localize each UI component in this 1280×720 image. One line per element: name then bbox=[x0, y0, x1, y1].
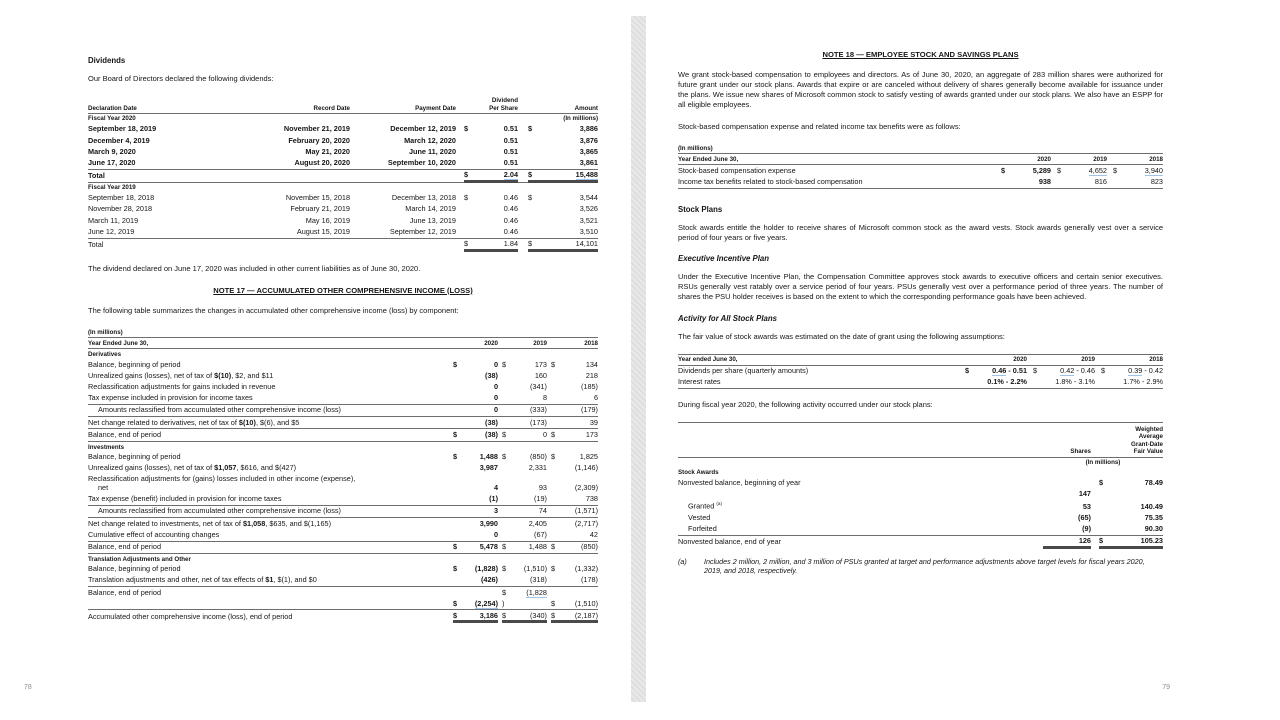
cell: $ 0.42 - 0.46 bbox=[1033, 366, 1095, 376]
cell: (1) bbox=[489, 494, 498, 504]
table-row: Cumulative effect of accounting changes 0 (67) 42 bbox=[88, 529, 598, 541]
table-row: Reclassification adjustments for (gains) losses included in other income (expense), net 4 93 (2,309) bbox=[88, 474, 598, 492]
cell: 93 bbox=[538, 483, 547, 492]
cell: (179) bbox=[580, 405, 598, 415]
table-row: Vested (65) 75.35 bbox=[688, 512, 1163, 522]
table-row: Amounts reclassified from accumulated other comprehensive income (loss) 0 (333) (179) bbox=[88, 405, 598, 417]
table-section-label: Stock Awards bbox=[678, 469, 719, 477]
cell: $ 1,488 bbox=[453, 452, 498, 462]
table-row: Stock-based compensation expense $ 5,289 $ 4,652 $ 3,940 bbox=[678, 165, 1163, 175]
cell: $ 0.46 - 0.51 bbox=[965, 366, 1027, 376]
cell: $ 1,488 bbox=[502, 541, 547, 551]
table-row: June 17, 2020 August 20, 2020 September 10, 2020 0.51 3,861 bbox=[88, 157, 598, 167]
stock-compensation-table bbox=[678, 143, 1163, 188]
note17-intro: The following table summarizes the changes in accumulated other comprehensive income (loss) by component: bbox=[88, 305, 459, 315]
page-78 bbox=[0, 0, 631, 720]
cell: $ (2,254) bbox=[453, 598, 498, 608]
year-header: 2019 bbox=[533, 339, 547, 347]
table-section-label: Investments bbox=[88, 443, 125, 451]
cell: $ 134 bbox=[551, 359, 598, 369]
footnote-a-text: Includes 2 million, 2 million, and 3 million of PSUs granted at target and performance adjustments above target levels for fiscal years 2020, 2019, and 2018, respectively. bbox=[704, 556, 1145, 576]
cell: 0.51 bbox=[503, 146, 518, 156]
table-row: Nonvested balance, beginning of year $ 78.49 bbox=[678, 477, 1163, 487]
year-header: 2020 bbox=[1013, 356, 1027, 364]
cell: 0.51 bbox=[503, 135, 518, 145]
cell: 3,521 bbox=[579, 215, 598, 225]
cell: $ 0.51 bbox=[464, 124, 518, 134]
table-header-row: Year ended June 30, 2020 2019 2018 bbox=[678, 355, 1163, 366]
note18-paragraph-1: We grant stock-based compensation to employees and directors. As of June 30, 2020, an aggregate of 283 million shares were authorized for future grant under our stock plans. Awards that expire or are canceled without delivery of shares generally become available for issuance under the plans. We issue new shares of Microsoft common stock to satisfy vesting of awards granted under our stock plans. We also have an ESPP for all eligible employees. bbox=[678, 70, 1163, 109]
cell: 1.8% - 3.1% bbox=[1055, 377, 1095, 387]
table-header-row: Declaration Date Record Date Payment Date Dividend Per Share Amount bbox=[88, 96, 598, 114]
cell: (318) bbox=[529, 575, 547, 585]
cell: $ 3,940 bbox=[1113, 165, 1163, 175]
cell: $ 0 bbox=[502, 429, 547, 439]
table-row: Nonvested balance, end of year 126 $ 105.23 bbox=[678, 536, 1163, 547]
cell: (38) bbox=[485, 417, 498, 427]
cell: (341) bbox=[529, 382, 547, 392]
cell: 3 bbox=[493, 506, 498, 516]
year-header: 2018 bbox=[1149, 155, 1163, 163]
year-header: 2018 bbox=[584, 339, 598, 347]
cell: $ (1,510) bbox=[551, 598, 598, 608]
activity-heading: Activity for All Stock Plans bbox=[678, 314, 777, 324]
cell: 3,526 bbox=[579, 204, 598, 214]
cell: $ 2.04 bbox=[464, 170, 518, 180]
cell: 816 bbox=[1094, 176, 1107, 186]
cell: $ 1.84 bbox=[464, 238, 518, 248]
table-row: 147 bbox=[1078, 489, 1091, 499]
table-section-label: Derivatives bbox=[88, 351, 122, 359]
table-row: Balance, end of period $ (38) $ 0 $ 173 bbox=[88, 429, 598, 441]
total-row: Total $ 1.84 $ 14,101 bbox=[88, 238, 598, 249]
cell: (38) bbox=[485, 370, 498, 380]
table-row: Balance, end of period $ (1,828 bbox=[88, 587, 547, 597]
table-row: Unrealized gains (losses), net of tax of $1,057, $616, and $(427) 3,987 2,331 (1,146) bbox=[88, 463, 598, 473]
cell: 160 bbox=[534, 370, 547, 380]
dividend-liability-note: The dividend declared on June 17, 2020 was included in other current liabilities as of June 30, 2020. bbox=[88, 263, 421, 273]
cell: 3,987 bbox=[479, 463, 498, 473]
year-header: 2019 bbox=[1093, 155, 1107, 163]
cell: $ (38) bbox=[453, 429, 498, 439]
table-row: Interest rates 0.1% - 2.2% 1.8% - 3.1% 1.7% - 2.9% bbox=[678, 377, 1163, 389]
cell: 39 bbox=[589, 417, 598, 427]
cell: (19) bbox=[534, 494, 547, 504]
cell: 0 bbox=[493, 382, 498, 392]
page-number-right: 79 bbox=[1162, 684, 1170, 691]
cell: 3,990 bbox=[479, 518, 498, 528]
cell: (1,571) bbox=[574, 506, 598, 516]
note18-paragraph-2: Stock-based compensation expense and related income tax benefits were as follows: bbox=[678, 121, 961, 131]
cell: (2,309) bbox=[574, 483, 598, 492]
cell: 6 bbox=[593, 393, 598, 403]
table-row: Balance, end of period $ 5,478 $ 1,488 $ (850) bbox=[88, 542, 598, 554]
table-row: Accumulated other comprehensive income (loss), end of period $ 3,186 $ (340) $ (2,187) bbox=[88, 610, 598, 621]
note17-heading: NOTE 17 — ACCUMULATED OTHER COMPREHENSIVE INCOME (LOSS) bbox=[213, 285, 473, 295]
footnote-a bbox=[678, 557, 1163, 576]
activity-during-paragraph: During fiscal year 2020, the following activity occurred under our stock plans: bbox=[678, 400, 933, 410]
cell: 42 bbox=[589, 529, 598, 539]
cell: $ 15,488 bbox=[528, 170, 598, 180]
cell: $ (850) bbox=[502, 452, 547, 462]
stock-plans-heading: Stock Plans bbox=[678, 204, 723, 214]
cell: 2,331 bbox=[528, 463, 547, 473]
cell: 2,405 bbox=[528, 518, 547, 528]
cell: 140.49 bbox=[1140, 501, 1163, 511]
cell: 75.35 bbox=[1144, 512, 1163, 522]
cell: $ (2,187) bbox=[551, 610, 598, 620]
cell: 218 bbox=[585, 370, 598, 380]
cell: 74 bbox=[538, 506, 547, 516]
fiscal-year-row: Fiscal Year 2020 (In millions) bbox=[88, 115, 598, 123]
cell: $ 4,652 bbox=[1057, 165, 1107, 175]
table-row: Tax expense included in provision for income taxes 0 8 6 bbox=[88, 393, 598, 405]
cell: $ (1,332) bbox=[551, 564, 598, 574]
cell: 8 bbox=[542, 393, 547, 403]
stock-plans-paragraph: Stock awards entitle the holder to receive shares of Microsoft common stock as the award vests. Stock awards generally vest over a service period of four years or five years. bbox=[678, 222, 1163, 242]
cell: 0.46 bbox=[503, 204, 518, 214]
table-section-label: Translation Adjustments and Other bbox=[88, 555, 191, 563]
cell: (178) bbox=[580, 575, 598, 585]
table-row: November 28, 2018 February 21, 2019 March 14, 2019 0.46 3,526 bbox=[88, 204, 598, 214]
cell: (173) bbox=[529, 417, 547, 427]
cell: $ 3,886 bbox=[528, 124, 598, 134]
cell: $ 105.23 bbox=[1099, 536, 1163, 546]
cell: 0.46 bbox=[503, 226, 518, 236]
table-row: Balance, beginning of period $ 1,488 $ (850) $ 1,825 bbox=[88, 452, 598, 462]
table-row: December 4, 2019 February 20, 2020 March 12, 2020 0.51 3,876 bbox=[88, 135, 598, 145]
dividends-table bbox=[88, 96, 598, 251]
cell: 0 bbox=[493, 393, 498, 403]
cell: (333) bbox=[529, 405, 547, 415]
note17-table bbox=[88, 328, 598, 623]
table-row: Net change related to investments, net of tax of $1,058, $635, and $(1,165) 3,990 2,405 (2,717) bbox=[88, 518, 598, 528]
cell: $ 173 bbox=[551, 429, 598, 439]
cell: $ 14,101 bbox=[528, 238, 598, 248]
cell: $ 5,289 bbox=[1001, 165, 1051, 175]
table-caption-row: (In millions) bbox=[1085, 458, 1121, 466]
table-header-row: Year Ended June 30, 2020 2019 2018 bbox=[88, 338, 598, 349]
note18-heading: NOTE 18 — EMPLOYEE STOCK AND SAVINGS PLANS bbox=[822, 50, 1019, 59]
table-row: March 11, 2019 May 16, 2019 June 13, 2019 0.46 3,521 bbox=[88, 215, 598, 225]
dividends-intro: Our Board of Directors declared the following dividends: bbox=[88, 74, 274, 83]
cell: 3,510 bbox=[579, 226, 598, 236]
fiscal-year-row: Fiscal Year 2019 bbox=[88, 182, 598, 193]
cell: 3,861 bbox=[579, 157, 598, 167]
cell: 4 bbox=[493, 483, 498, 492]
table-header-row: Shares Weighted Average Grant-Date Fair Value bbox=[678, 423, 1163, 457]
page-gap-divider bbox=[631, 16, 646, 702]
cell: $ 0.39 - 0.42 bbox=[1101, 366, 1163, 376]
cell: 3,865 bbox=[579, 146, 598, 156]
footnote-a-label: (a) bbox=[678, 556, 687, 566]
cell: (426) bbox=[480, 575, 498, 585]
table-row: Amounts reclassified from accumulated other comprehensive income (loss) 3 74 (1,571) bbox=[88, 506, 598, 518]
cell: $ (1,828 bbox=[502, 587, 547, 597]
cell: $ 5,478 bbox=[453, 541, 498, 551]
table-row: June 12, 2019 August 15, 2019 September 12, 2019 0.46 3,510 bbox=[88, 226, 598, 236]
executive-incentive-plan-heading: Executive Incentive Plan bbox=[678, 254, 770, 264]
table-caption-row: (In millions) bbox=[678, 143, 1163, 154]
cell: 0.1% - 2.2% bbox=[987, 377, 1027, 387]
table-row: Granted $^{(a)}$ 53 140.49 bbox=[688, 501, 1163, 511]
cell: $ (850) bbox=[551, 541, 598, 551]
cell: $ 3,186 bbox=[453, 610, 498, 620]
table-row: March 9, 2020 May 21, 2020 June 11, 2020 0.51 3,865 bbox=[88, 146, 598, 156]
cell: $ (1,510) bbox=[502, 564, 547, 574]
page-number-left: 78 bbox=[24, 684, 32, 691]
assumptions-table bbox=[678, 354, 1163, 389]
year-header: 2019 bbox=[1081, 356, 1095, 364]
table-row: September 18, 2018 November 15, 2018 December 13, 2018 $ 0.46 $ 3,544 bbox=[88, 193, 598, 203]
cell: 738 bbox=[585, 494, 598, 504]
table-caption-row: (In millions) bbox=[88, 328, 598, 339]
table-row: September 18, 2019 November 21, 2019 December 12, 2019 $ 0.51 $ 3,886 bbox=[88, 124, 598, 134]
cell: (185) bbox=[580, 382, 598, 392]
cell: $ 3,544 bbox=[528, 193, 598, 203]
cell: $ 1,825 bbox=[551, 452, 598, 462]
cell: 0.51 bbox=[503, 157, 518, 167]
cell: (1,146) bbox=[574, 463, 598, 473]
table-row: Forfeited (9) 90.30 bbox=[678, 524, 1163, 536]
year-header: 2020 bbox=[484, 339, 498, 347]
cell: 90.30 bbox=[1144, 524, 1163, 533]
cell: 3,876 bbox=[579, 135, 598, 145]
cell: 0 bbox=[493, 405, 498, 415]
page-79 bbox=[646, 0, 1280, 720]
cell: 0.46 bbox=[503, 215, 518, 225]
table-row: Unrealized gains (losses), net of tax of $(10), $2, and $11 (38) 160 218 bbox=[88, 370, 598, 380]
table-row: Reclassification adjustments for gains included in revenue 0 (341) (185) bbox=[88, 382, 598, 392]
table-row bbox=[88, 598, 598, 610]
table-header-row: Year Ended June 30, 2020 2019 2018 bbox=[678, 154, 1163, 165]
cell: $ (340) bbox=[502, 610, 547, 620]
table-row: Balance, beginning of period $ (1,828) $ (1,510) $ (1,332) bbox=[88, 564, 598, 574]
total-row: Total $ 2.04 $ 15,488 bbox=[88, 170, 598, 181]
cell: 938 bbox=[1038, 176, 1051, 186]
stock-awards-activity-table bbox=[678, 422, 1163, 548]
executive-incentive-plan-paragraph: Under the Executive Incentive Plan, the Compensation Committee approves stock awards to executive officers and certain senior executives. RSUs generally vest ratably over a service period of four years. PSUs generally vest over a performance period of three years. The number of shares the PSU holder receives is based on the extent to which the corresponding performance goals have been achieved. bbox=[678, 272, 1163, 302]
cell: 1.7% - 2.9% bbox=[1123, 377, 1163, 387]
cell: $ 78.49 bbox=[1099, 477, 1163, 487]
cell: $ (1,828) bbox=[453, 564, 498, 574]
activity-intro: The fair value of stock awards was estimated on the date of grant using the following assumptions: bbox=[678, 332, 1005, 342]
table-row: Dividends per share (quarterly amounts) $ 0.46 - 0.51 $ 0.42 - 0.46 $ 0.39 - 0.42 bbox=[678, 366, 1163, 376]
table-row: Translation adjustments and other, net of tax effects of $1, $(1), and $0 (426) (318) (178) bbox=[88, 575, 598, 587]
year-header: 2020 bbox=[1037, 155, 1051, 163]
cell: $ 0.46 bbox=[464, 193, 518, 203]
cell: $ 0 bbox=[453, 359, 498, 369]
table-row: Net change related to derivatives, net of tax of $(10), $(6), and $5 (38) (173) 39 bbox=[88, 417, 598, 429]
dividends-heading: Dividends bbox=[88, 56, 126, 65]
cell: 0 bbox=[493, 529, 498, 539]
table-row: Balance, beginning of period $ 0 $ 173 $ 134 bbox=[88, 359, 598, 369]
cell: (67) bbox=[534, 529, 547, 539]
table-row: Tax expense (benefit) included in provision for income taxes (1) (19) 738 bbox=[88, 494, 598, 506]
table-row: Income tax benefits related to stock-based compensation 938 816 823 bbox=[678, 176, 1163, 188]
cell: $ 173 bbox=[502, 359, 547, 369]
year-header: 2018 bbox=[1149, 356, 1163, 364]
cell: (2,717) bbox=[574, 518, 598, 528]
cell: 823 bbox=[1150, 176, 1163, 186]
cell: ) bbox=[502, 598, 505, 608]
